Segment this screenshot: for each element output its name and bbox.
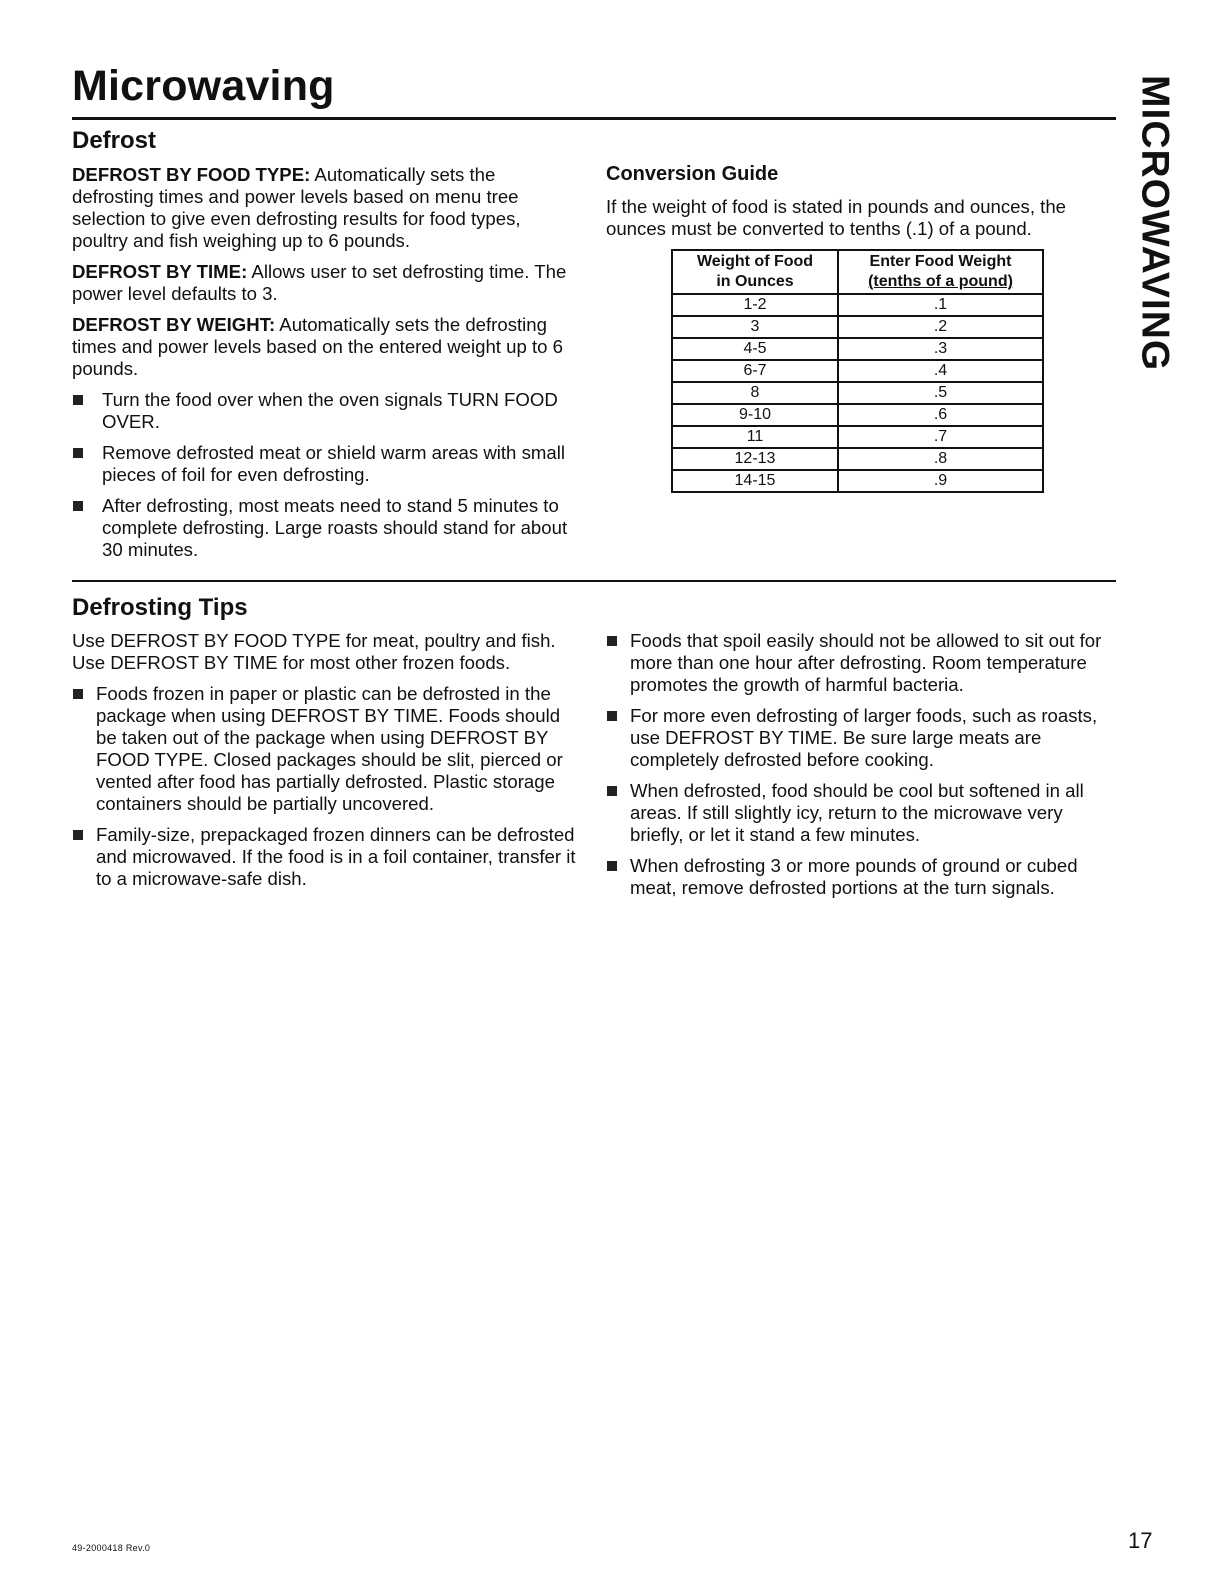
defrost-by-weight-paragraph (72, 314, 572, 380)
list-item-text: After defrosting, most meats need to stand 5 minutes to complete defrosting. Large roasts should stand for about 30 minutes. (102, 495, 568, 560)
square-bullet-icon (73, 448, 83, 458)
table-cell: 1-2 (672, 294, 838, 316)
header-line: in Ounces (716, 273, 794, 290)
table-cell: .6 (838, 404, 1043, 426)
document-code: 49-2000418 Rev.0 (72, 1543, 151, 1553)
table-cell: 12-13 (672, 448, 838, 470)
table-cell: 6-7 (672, 360, 838, 382)
table-row (672, 338, 1043, 360)
table-cell: .2 (838, 316, 1043, 338)
list-item (72, 442, 572, 486)
square-bullet-icon (607, 786, 617, 796)
defrost-bullet-list (72, 389, 572, 561)
defrost-by-time-paragraph (72, 261, 572, 305)
list-item-text: Foods that spoil easily should not be allowed to sit out for more than one hour after defrosting. Room temperature promotes the growth of harmful bacteria. (630, 630, 1102, 695)
list-item (606, 780, 1118, 846)
tips-right-column (606, 630, 1118, 908)
list-item-text: Turn the food over when the oven signals TURN FOOD OVER. (102, 389, 558, 432)
list-item-text: When defrosting 3 or more pounds of ground or cubed meat, remove defrosted portions at the turn signals. (630, 855, 1078, 898)
tips-left-bullet-list (72, 683, 582, 890)
header-line: Enter Food Weight (869, 253, 1012, 270)
square-bullet-icon (73, 501, 83, 511)
list-item (606, 855, 1118, 899)
section-side-tab (1130, 75, 1180, 375)
defrost-by-food-type-paragraph (72, 164, 572, 252)
table-cell: 8 (672, 382, 838, 404)
list-item (72, 389, 572, 433)
list-item-text: When defrosted, food should be cool but softened in all areas. If still slightly icy, return to the microwave very briefly, or let it stand a few minutes. (630, 780, 1084, 845)
table-cell: .5 (838, 382, 1043, 404)
table-row (672, 404, 1043, 426)
table-cell: .8 (838, 448, 1043, 470)
list-item-text: For more even defrosting of larger foods, such as roasts, use DEFROST BY TIME. Be sure large meats are completely defrosted before cooking. (630, 705, 1098, 770)
defrost-column (72, 164, 572, 570)
defrost-heading: Defrost (72, 127, 157, 154)
list-item-text: Family-size, prepackaged frozen dinners can be defrosted and microwaved. If the food is in a foil container, transfer it to a microwave-safe dish. (96, 824, 576, 889)
list-item (606, 630, 1118, 696)
table-row (672, 382, 1043, 404)
list-item (606, 705, 1118, 771)
paragraph-lead: DEFROST BY FOOD TYPE: (72, 164, 311, 185)
table-cell: 4-5 (672, 338, 838, 360)
paragraph-text: Allows user to set defrosting time. The power level defaults to 3. (72, 261, 567, 304)
square-bullet-icon (607, 636, 617, 646)
table-cell: .4 (838, 360, 1043, 382)
list-item-text: Remove defrosted meat or shield warm areas with small pieces of foil for even defrosting. (102, 442, 565, 485)
table-cell: .1 (838, 294, 1043, 316)
header-line: (tenths of a pound) (868, 273, 1013, 290)
list-item-text: Foods frozen in paper or plastic can be defrosted in the package when using DEFROST BY TIME. Foods should be taken out of the package when using DEFROST BY FOOD TYPE. Closed packages should be slit, pierced or vented after food has partially defrosted. Plastic storage containers should be partially uncovered. (96, 683, 563, 814)
tips-right-bullet-list (606, 630, 1118, 899)
paragraph-lead: DEFROST BY TIME: (72, 261, 248, 282)
paragraph-text: Automatically sets the defrosting times and power levels based on menu tree selection to give even defrosting results for food types, poultry and fish weighing up to 6 pounds. (72, 164, 521, 251)
side-tab-label: MICROWAVING (1133, 75, 1177, 372)
page-number: 17 (1128, 1528, 1153, 1553)
tips-intro: Use DEFROST BY FOOD TYPE for meat, poultry and fish. Use DEFROST BY TIME for most other frozen foods. (72, 630, 556, 673)
table-cell: 3 (672, 316, 838, 338)
table-row (672, 470, 1043, 492)
table-cell: 14-15 (672, 470, 838, 492)
table-header-row (672, 250, 1043, 294)
title-divider (72, 117, 1116, 120)
table-row (672, 294, 1043, 316)
conversion-guide-heading: Conversion Guide (606, 163, 779, 185)
paragraph-lead: DEFROST BY WEIGHT: (72, 314, 276, 335)
square-bullet-icon (607, 711, 617, 721)
table-header-weight-ounces (672, 250, 838, 294)
page-title: Microwaving (72, 62, 335, 110)
header-line: Weight of Food (696, 253, 814, 270)
conversion-intro: If the weight of food is stated in pounds and ounces, the ounces must be converted to tenths (.1) of a pound. (606, 196, 1066, 239)
table-row (672, 448, 1043, 470)
table-cell: .3 (838, 338, 1043, 360)
table-cell: 9-10 (672, 404, 838, 426)
square-bullet-icon (73, 395, 83, 405)
defrosting-tips-heading: Defrosting Tips (72, 594, 248, 621)
table-header-food-weight (838, 250, 1043, 294)
table-cell: .7 (838, 426, 1043, 448)
list-item (72, 683, 582, 815)
tips-left-column (72, 630, 582, 899)
table-row (672, 316, 1043, 338)
table-cell: .9 (838, 470, 1043, 492)
table-cell: 11 (672, 426, 838, 448)
section-divider (72, 580, 1116, 582)
table-row (672, 360, 1043, 382)
square-bullet-icon (73, 830, 83, 840)
list-item (72, 824, 582, 890)
list-item (72, 495, 572, 561)
conversion-table (671, 249, 1044, 493)
square-bullet-icon (73, 689, 83, 699)
table-row (672, 426, 1043, 448)
paragraph-text: Automatically sets the defrosting times and power levels based on the entered weight up to 6 pounds. (72, 314, 563, 379)
square-bullet-icon (607, 861, 617, 871)
